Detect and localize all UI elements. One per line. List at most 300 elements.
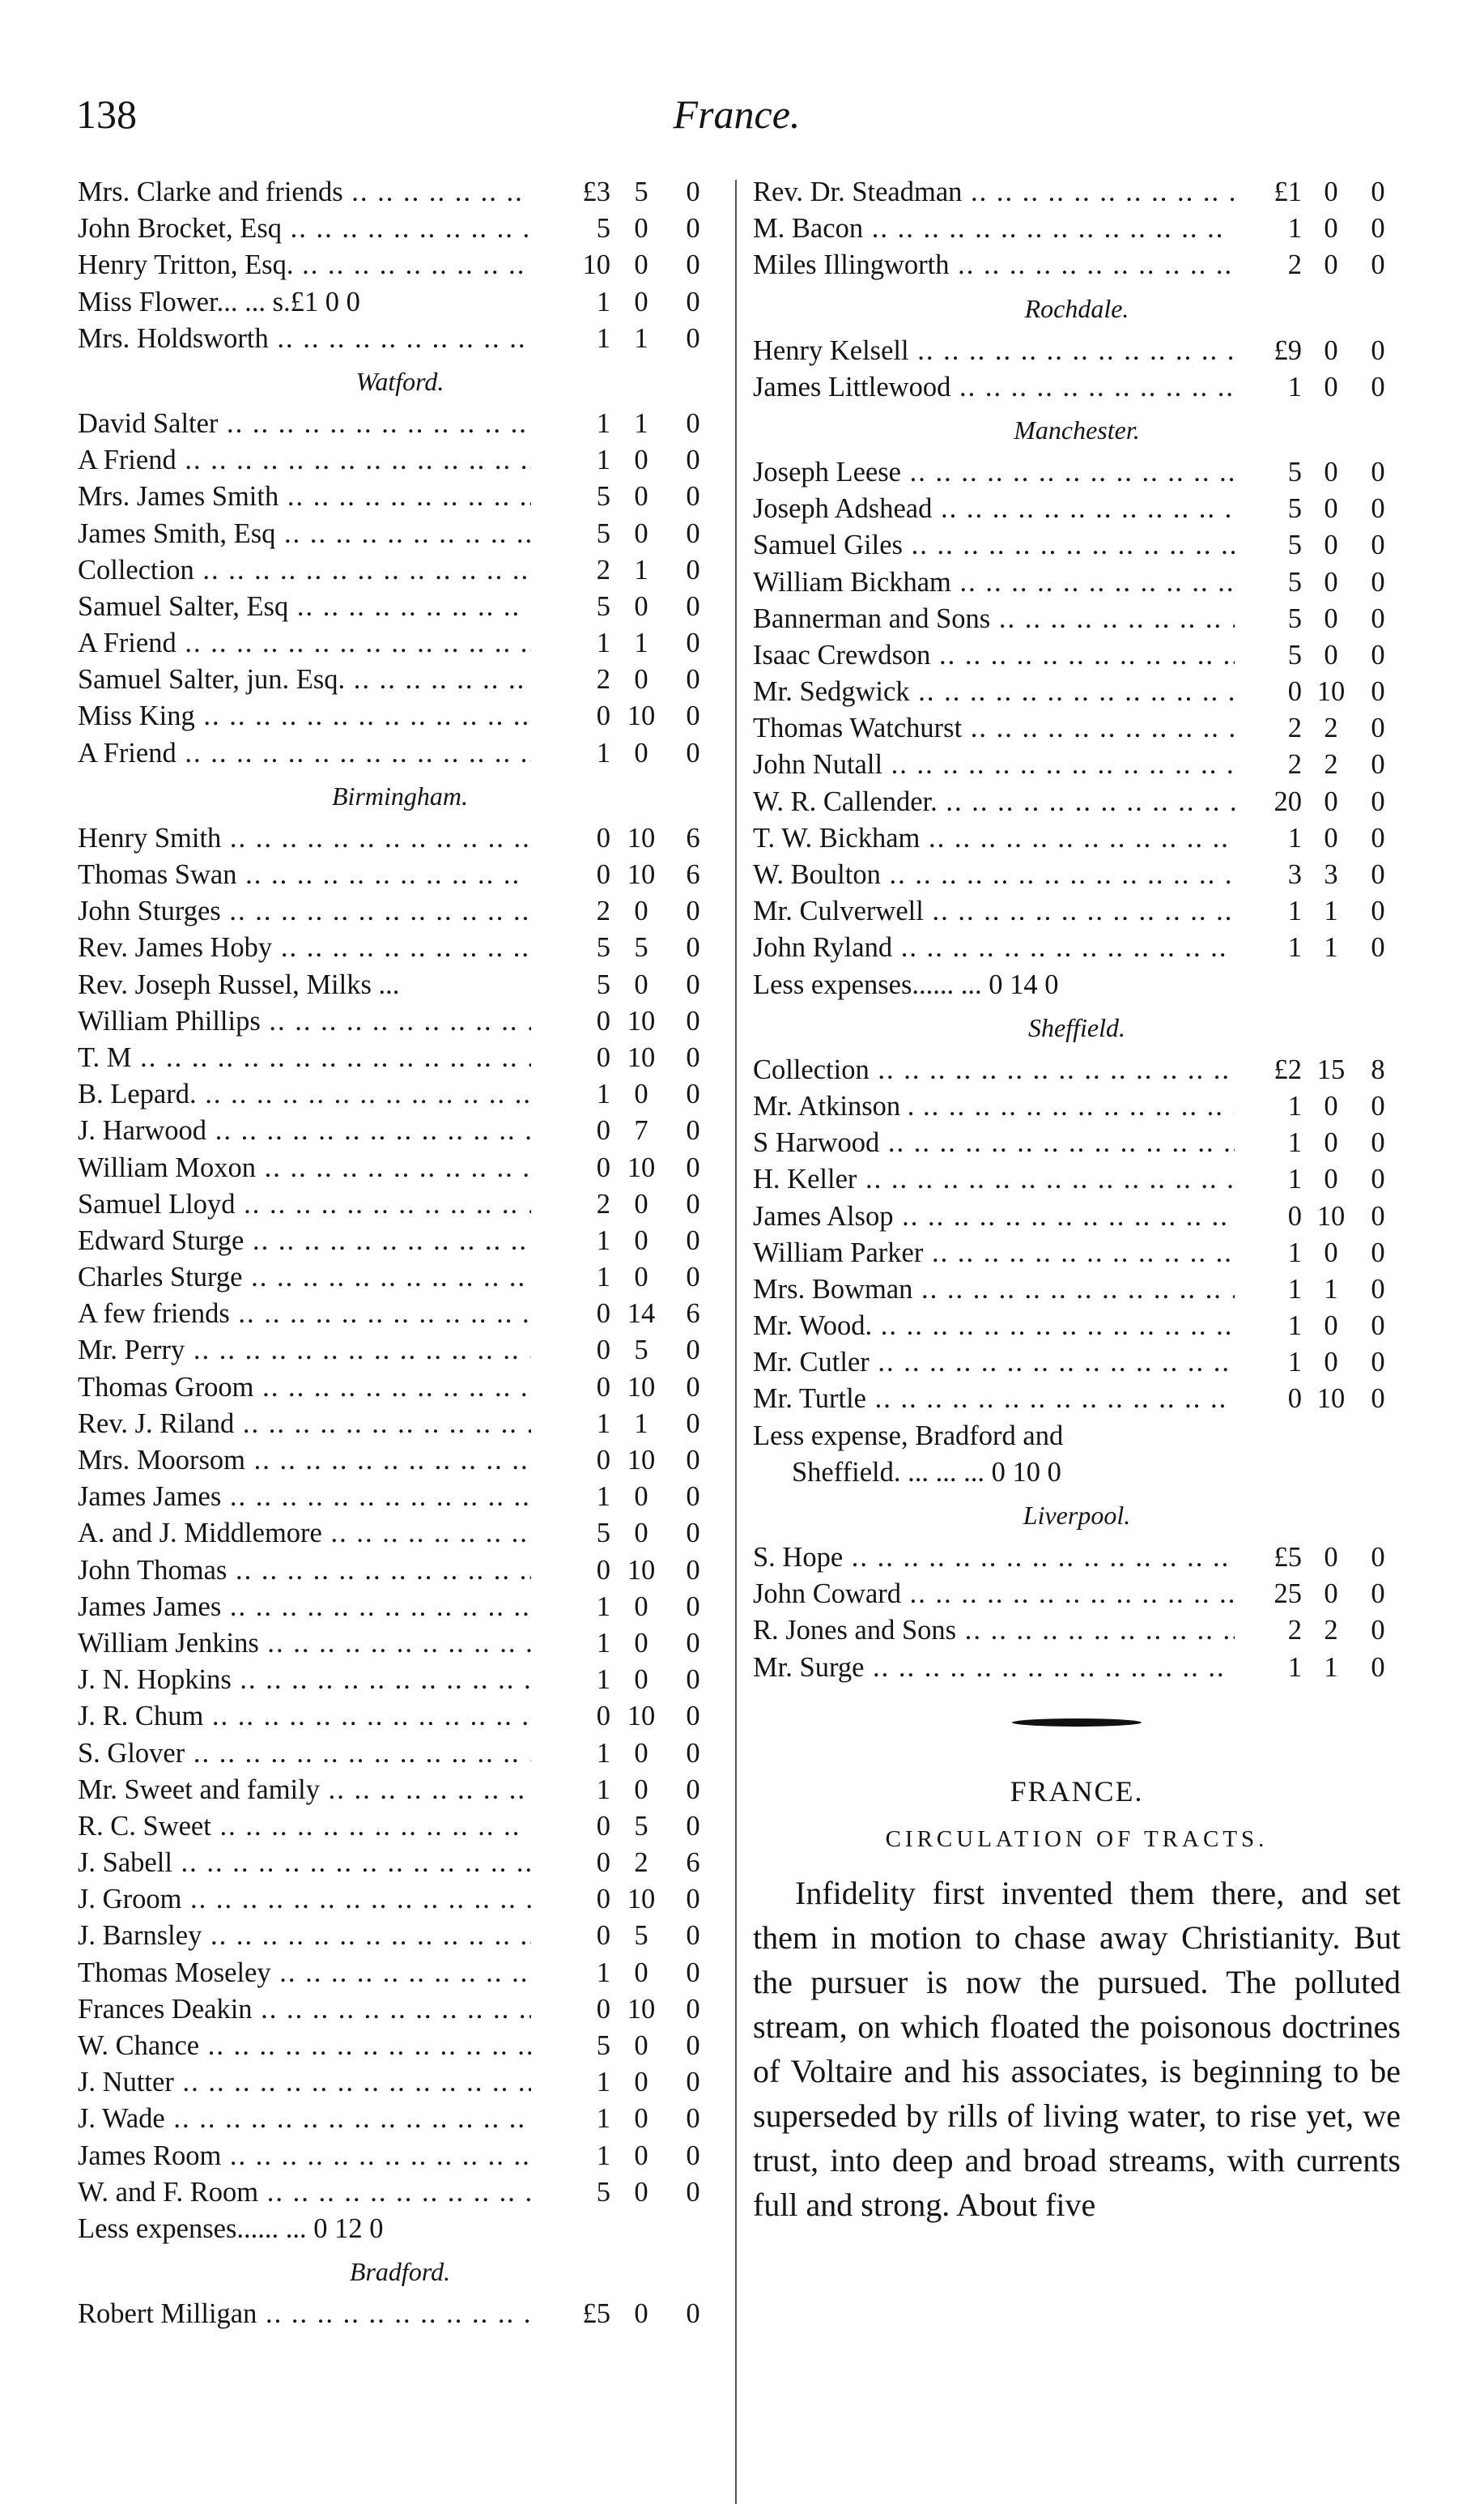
amount-pounds: 1 [1287,822,1302,854]
amount-pounds: 0 [1287,676,1302,708]
subscriber-row [753,1088,1401,1125]
amount-pence: 0 [1371,1127,1385,1159]
amount-pounds: 0 [596,1884,610,1915]
subscriber-row [78,2101,722,2137]
subscriber-row [78,1808,722,1845]
subscriber-row [753,710,1401,747]
subscriber-row [78,2138,722,2174]
subscriber-row [78,247,722,283]
amount-shillings: 0 [1324,530,1338,561]
subscriber-name: W. Chance .. .. [78,2028,531,2064]
amount-shillings: 1 [634,628,648,659]
amount-shillings: 15 [1316,1054,1346,1085]
amount-pounds: 0 [596,1335,610,1366]
subscriber-row [753,893,1401,930]
subscriber-name: Collection .. .. [753,1052,1235,1088]
amount-pence: 0 [1371,749,1385,781]
subscriber-row [78,1735,722,1772]
subscriber-row [78,1186,722,1223]
subscriber-name: Mr. Sweet and family .. .. [78,1772,531,1808]
subscriber-row [753,820,1401,857]
amount-pence: 0 [686,177,700,207]
subscriber-name: Collection .. .. [78,552,531,589]
subscriber-name: Rev. J. Riland .. .. [78,1406,531,1442]
subscriber-row [753,1650,1401,1686]
subscriber-row [78,820,722,857]
subscriber-row [78,2064,722,2101]
subscriber-name: Frances Deakin .. .. [78,1991,531,2028]
amount-shillings: 10 [1316,676,1346,708]
amount-shillings: 0 [1324,1310,1338,1342]
amount-pence: 0 [1371,786,1385,817]
subscriber-row [78,1552,722,1589]
subscriber-row [753,930,1401,966]
town-heading: Rochdale. [1024,293,1129,323]
subscriber-name: John Brocket, Esq .. .. [78,211,531,247]
subscriber-row [78,1589,722,1625]
amount-shillings: 5 [634,1920,648,1952]
expense-line: Less expense, Bradford and [753,1420,1064,1451]
subscriber-name: John Sturges .. .. [78,893,531,930]
amount-pounds: 1 [596,1591,610,1622]
amount-pence: 0 [1371,896,1385,927]
subscriber-name: Mr. Wood. .. .. [753,1308,1235,1344]
subscriber-row [753,1199,1401,1235]
subscriber-row [78,625,722,662]
amount-pence: 0 [1371,713,1385,744]
amount-pounds: 5 [596,932,610,964]
amount-pence: 0 [686,1335,700,1366]
amount-pounds: 25 [1274,1578,1302,1610]
amount-pence: 0 [1371,859,1385,890]
subscriber-name: Miss King .. .. [78,698,531,735]
amount-pence: 0 [686,2067,700,2098]
amount-pounds: 1 [596,628,610,659]
subscriber-name: J. Harwood .. .. [78,1113,531,1149]
subscriber-name: R. C. Sweet .. .. [78,1808,531,1845]
amount-pence: 0 [686,1737,700,1769]
amount-shillings: 0 [634,1737,648,1769]
subscriber-name: S Harwood .. .. [753,1125,1235,1161]
subscriber-row [78,1515,722,1552]
subscriber-row [78,1845,722,1881]
amount-pence: 0 [686,407,700,439]
amount-pence: 0 [686,628,700,659]
subscriber-row [78,589,722,625]
amount-pounds: £2 [1274,1054,1302,1085]
subscriber-name: Mr. Atkinson . .. .. [753,1088,1235,1125]
amount-pounds: 1 [596,1079,610,1110]
amount-pence: 0 [1371,1615,1385,1646]
amount-shillings: 1 [1324,1651,1338,1683]
subscriber-row [753,211,1401,247]
subscriber-name: Rev. Dr. Steadman .. .. [753,174,1235,211]
subscriber-row [78,930,722,966]
expense-line: Sheffield. ... ... ... 0 10 0 [792,1456,1061,1488]
subscriber-name: Thomas Moseley .. .. [78,1955,531,1991]
subscriber-row [78,174,722,211]
amount-pounds: 5 [596,481,610,513]
amount-shillings: 1 [634,1407,648,1439]
subscriber-name: J. Barnsley .. .. [78,1918,531,1954]
amount-pence: 0 [686,1884,700,1915]
subscriber-row [78,1881,722,1918]
subscriber-name: A Friend .. .. [78,625,531,662]
town-heading: Sheffield. [1028,1012,1125,1042]
amount-shillings: 0 [1324,1164,1338,1195]
amount-pence: 0 [686,664,700,696]
amount-pence: 0 [686,1224,700,1256]
amount-pounds: 1 [1287,1127,1302,1159]
subscriber-name: A Friend .. .. [78,735,531,772]
subscriber-name: A. and J. Middlemore .. .. [78,1515,531,1552]
subscriber-row [78,893,722,930]
amount-pence: 6 [686,1847,700,1879]
amount-pence: 0 [686,2176,700,2208]
amount-shillings: 1 [634,554,648,586]
amount-shillings: 0 [634,1079,648,1110]
amount-pounds: 2 [1287,713,1302,744]
amount-pence: 0 [686,701,700,732]
subscriber-row [753,1612,1401,1649]
subscriber-row [78,1479,722,1515]
amount-shillings: 0 [1324,603,1338,634]
subscriber-name: Mr. Culverwell .. .. [753,893,1235,930]
amount-pounds: 1 [596,1774,610,1805]
subscriber-row [78,1369,722,1406]
subscriber-row [753,857,1401,893]
amount-shillings: 0 [634,1774,648,1805]
amount-shillings: 0 [634,1591,648,1622]
amount-pounds: 5 [596,969,610,1000]
subscriber-row [78,1076,722,1113]
subscriber-name: R. Jones and Sons .. .. [753,1612,1235,1649]
amount-pounds: 0 [596,1445,610,1476]
amount-pence: 0 [686,896,700,927]
amount-pence: 0 [686,249,700,281]
subscriber-row [78,406,722,442]
subscriber-row [753,601,1401,637]
subscriber-row [78,1772,722,1808]
subscriber-row [753,1052,1401,1088]
amount-pence: 0 [686,1188,700,1220]
amount-pence: 0 [686,1152,700,1183]
subscriber-name: David Salter .. .. [78,406,531,442]
subscriber-row [753,747,1401,783]
subscriber-row [78,479,722,515]
amount-pence: 0 [1371,639,1385,671]
subscriber-row [753,1235,1401,1271]
amount-shillings: 10 [627,1371,656,1403]
subscriber-name: John Thomas .. .. [78,1552,531,1589]
subscriber-row [78,552,722,589]
amount-shillings: 0 [1324,249,1338,281]
subscriber-row [753,491,1401,527]
amount-pence: 0 [1371,213,1385,245]
amount-shillings: 0 [634,286,648,317]
amount-pence: 0 [1371,530,1385,561]
amount-pounds: 1 [596,1737,610,1769]
subscriber-name: James Room .. .. [78,2138,531,2174]
subscriber-name: H. Keller .. .. [753,1161,1235,1198]
subscriber-row [78,662,722,698]
amount-pounds: 5 [596,1518,610,1549]
amount-pence: 0 [1371,1383,1385,1415]
amount-pence: 0 [1371,822,1385,854]
subscriber-name: Isaac Crewdson .. .. [753,637,1235,674]
amount-shillings: 14 [627,1298,656,1330]
subscriber-name: W. R. Callender. .. .. [753,784,1235,820]
subscriber-row [78,2028,722,2064]
amount-shillings: 0 [634,2176,648,2208]
amount-pounds: 1 [1287,896,1302,927]
amount-pence: 0 [1371,566,1385,598]
amount-shillings: 0 [634,1224,648,1256]
amount-shillings: 10 [627,1445,656,1476]
amount-pence: 0 [686,1005,700,1037]
amount-pence: 0 [686,932,700,964]
subscriber-name: Thomas Watchurst .. .. [753,710,1235,747]
amount-pence: 6 [686,1298,700,1330]
amount-pence: 0 [686,1079,700,1110]
amount-pounds: 0 [596,822,610,854]
subscriber-row [753,1381,1401,1417]
subscriber-row [753,564,1401,601]
amount-pence: 0 [1371,249,1385,281]
subscriber-name: William Phillips .. .. [78,1003,531,1040]
subscriber-name: Rev. James Hoby .. .. [78,930,531,966]
subscriber-name: John Coward .. .. [753,1576,1235,1612]
section-ornament [753,1686,1401,1767]
subscriber-name: A few friends .. .. [78,1296,531,1332]
amount-pence: 0 [686,1993,700,2025]
amount-shillings: 0 [634,1518,648,1549]
amount-shillings: 2 [1324,749,1338,781]
amount-pounds: £5 [1274,1542,1302,1573]
amount-pounds: 0 [596,701,610,732]
subscriber-name: W. and F. Room .. .. [78,2174,531,2211]
subscriber-name: Henry Tritton, Esq. .. .. [78,247,531,283]
amount-pounds: 1 [596,1664,610,1696]
amount-pence: 0 [1371,1578,1385,1610]
section-title: FRANCE. [1010,1774,1144,1808]
subscriber-name: S. Glover .. .. [78,1735,531,1772]
subscriber-row [753,174,1401,211]
amount-pence: 0 [1371,676,1385,708]
amount-shillings: 10 [1316,1383,1346,1415]
subscriber-name: Miles Illingworth .. .. [753,247,1235,283]
subscriber-name: Mr. Surge .. .. [753,1650,1235,1686]
amount-shillings: 0 [634,737,648,769]
subscriber-row [753,247,1401,283]
amount-pounds: 5 [1287,639,1302,671]
amount-pounds: 1 [596,737,610,769]
subscriber-row [753,369,1401,406]
amount-shillings: 10 [1316,1200,1346,1232]
ornament-rule [1012,1718,1142,1727]
subscriber-row [753,333,1401,369]
subscriber-row [753,1271,1401,1308]
amount-shillings: 5 [634,177,648,207]
subscriber-row [753,1576,1401,1612]
amount-shillings: 0 [634,249,648,281]
amount-shillings: 2 [1324,1615,1338,1646]
amount-pounds: 1 [596,2067,610,2098]
amount-pence: 0 [1371,1651,1385,1683]
subscriber-row [78,516,722,552]
subscriber-row [78,321,722,357]
subscriber-row [78,1918,722,1954]
subscriber-name: Samuel Salter, Esq .. .. [78,589,531,625]
amount-pounds: 2 [596,896,610,927]
amount-pounds: 1 [596,2103,610,2135]
subscriber-name: Mrs. Bowman .. .. [753,1271,1235,1308]
subscriber-row [78,2296,722,2332]
subscriber-name: Mr. Cutler .. .. [753,1344,1235,1381]
amount-pounds: 0 [596,1298,610,1330]
amount-shillings: 10 [627,701,656,732]
amount-pounds: 5 [596,213,610,245]
subscriber-name: W. Boulton .. .. [753,857,1235,893]
amount-pounds: 20 [1274,786,1302,817]
subscriber-name: J. Nutter .. .. [78,2064,531,2101]
amount-pounds: 1 [596,2140,610,2171]
amount-pounds: 0 [596,1554,610,1586]
amount-pounds: 5 [1287,530,1302,561]
subscriber-name: William Moxon .. .. [78,1150,531,1186]
subscriber-row [753,454,1401,491]
amount-shillings: 0 [1324,456,1338,488]
subscriber-name: Samuel Giles .. .. [753,527,1235,564]
amount-pounds: 1 [596,1224,610,1256]
amount-shillings: 0 [634,481,648,513]
amount-pounds: 2 [596,1188,610,1220]
subscriber-row [78,1332,722,1369]
amount-pounds: 1 [1287,213,1302,245]
amount-pounds: 2 [1287,1615,1302,1646]
amount-pounds: 10 [582,249,610,281]
amount-pence: 0 [686,1627,700,1659]
amount-pence: 0 [686,286,700,317]
amount-pence: 0 [686,1554,700,1586]
amount-shillings: 3 [1324,859,1338,890]
amount-shillings: 0 [1324,334,1338,366]
amount-shillings: 1 [634,407,648,439]
subscriber-row [78,698,722,735]
amount-pounds: 2 [1287,249,1302,281]
amount-pence: 0 [1371,1090,1385,1122]
amount-pence: 8 [1371,1054,1385,1085]
subscriber-row [78,1406,722,1442]
amount-shillings: 0 [634,1188,648,1220]
amount-pounds: 0 [596,859,610,890]
amount-pence: 0 [1371,493,1385,525]
subscriber-name: J. R. Chum .. .. [78,1698,531,1735]
amount-pence: 0 [686,2103,700,2135]
subscriber-name: John Ryland .. .. [753,930,1235,966]
amount-pounds: £1 [1274,177,1302,207]
amount-pence: 0 [1371,456,1385,488]
section-subtitle: CIRCULATION OF TRACTS. [885,1825,1269,1852]
amount-pounds: 2 [1287,749,1302,781]
town-heading: Manchester. [1014,415,1140,445]
subscriber-name: Mrs. Holdsworth .. .. [78,321,531,357]
amount-shillings: 0 [1324,639,1338,671]
subscriber-name: William Parker .. .. [753,1235,1235,1271]
expense-line: Less expenses...... ... 0 14 0 [753,969,1059,1000]
subscriber-name: Mr. Turtle .. .. [753,1381,1235,1417]
amount-pence: 0 [686,554,700,586]
subscriber-name: James James .. .. [78,1589,531,1625]
amount-shillings: 0 [634,445,648,476]
amount-shillings: 0 [634,590,648,622]
amount-shillings: 10 [627,1701,656,1732]
subscriber-name: Joseph Adshead .. .. [753,491,1235,527]
amount-shillings: 0 [634,2298,648,2330]
subscriber-name: Samuel Lloyd .. .. [78,1186,531,1223]
subscriber-name: Joseph Leese .. .. [753,454,1235,491]
amount-shillings: 2 [1324,713,1338,744]
amount-pence: 0 [686,1518,700,1549]
amount-pounds: 0 [596,1810,610,1842]
amount-shillings: 0 [1324,1542,1338,1573]
amount-pence: 6 [686,822,700,854]
amount-pounds: 1 [1287,1310,1302,1342]
subscriber-name: Rev. Joseph Russel, Milks ... [78,969,400,1000]
amount-pounds: 0 [596,1993,610,2025]
amount-shillings: 7 [634,1115,648,1147]
amount-shillings: 10 [627,1993,656,2025]
amount-shillings: 0 [1324,371,1338,402]
amount-pence: 0 [686,1664,700,1696]
amount-pounds: 0 [596,1371,610,1403]
subscriber-row [753,1308,1401,1344]
amount-pounds: 1 [1287,1090,1302,1122]
subscriber-row [753,784,1401,820]
subscriber-name: Samuel Salter, jun. Esq. .. .. [78,662,531,698]
amount-pounds: 5 [596,590,610,622]
subscriber-row [78,284,722,321]
amount-pence: 0 [1371,1310,1385,1342]
amount-pence: 0 [686,213,700,245]
subscriber-name: William Jenkins .. .. [78,1625,531,1662]
subscriber-name: Mr. Perry .. .. [78,1332,531,1369]
amount-pounds: 1 [1287,1651,1302,1683]
amount-pence: 0 [686,1041,700,1073]
subscriber-row [78,1662,722,1698]
subscriber-name: Edward Sturge .. .. [78,1223,531,1259]
amount-shillings: 0 [1324,822,1338,854]
amount-shillings: 5 [634,932,648,964]
subscriber-row [78,1991,722,2028]
subscriber-name: John Nutall .. .. [753,747,1235,783]
amount-pounds: 1 [1287,1347,1302,1378]
amount-shillings: 0 [634,1664,648,1696]
subscriber-name: Henry Kelsell .. .. [753,333,1235,369]
subscriber-name: Mrs. Clarke and friends .. .. [78,174,531,211]
amount-pence: 0 [686,737,700,769]
subscriber-name: Robert Milligan .. .. [78,2296,531,2332]
subscriber-row [78,1625,722,1662]
amount-pounds: 0 [596,1847,610,1879]
amount-shillings: 1 [1324,1273,1338,1305]
amount-shillings: 5 [634,1335,648,1366]
amount-pounds: 0 [596,1152,610,1183]
amount-shillings: 10 [627,1005,656,1037]
town-heading: Watford. [355,366,444,396]
subscriber-row [78,1259,722,1296]
subscriber-name: James Alsop .. .. [753,1199,1235,1235]
